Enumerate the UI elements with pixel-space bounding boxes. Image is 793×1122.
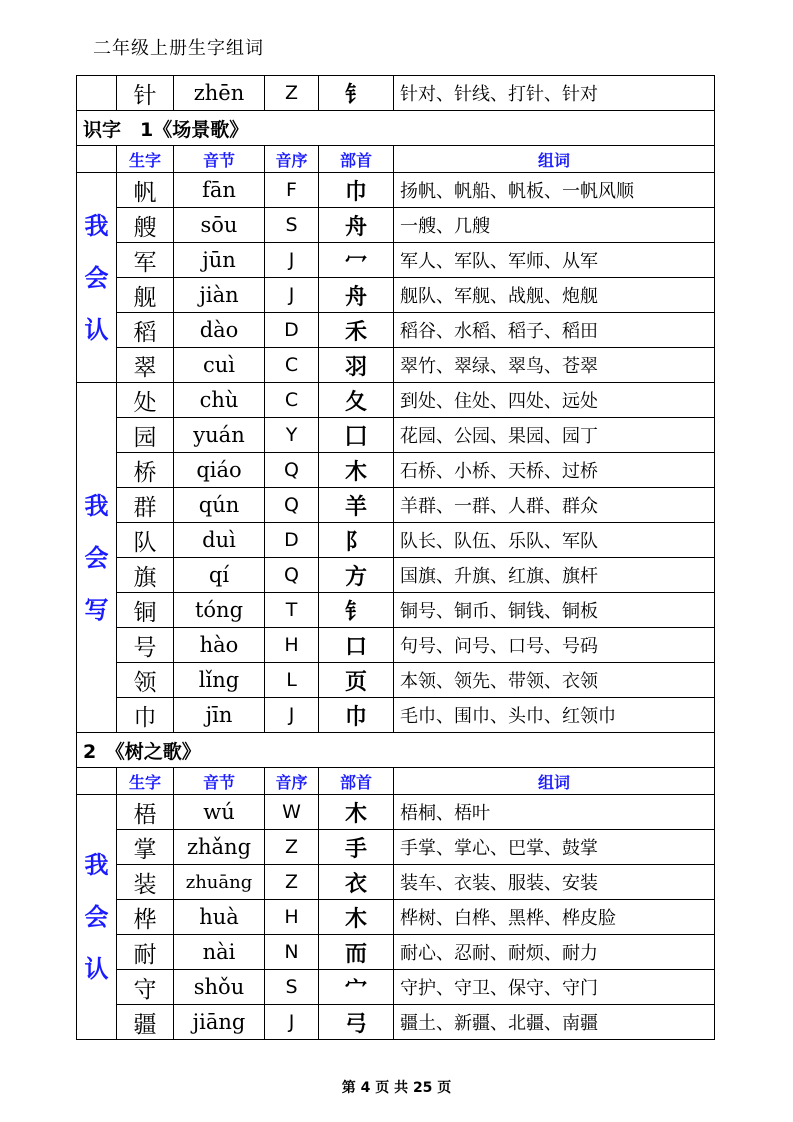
table-row bbox=[77, 453, 715, 488]
radical-cell: 衣 bbox=[319, 865, 394, 900]
letter-cell: D bbox=[265, 313, 319, 348]
table-row bbox=[77, 383, 715, 418]
radical-cell: 巾 bbox=[319, 698, 394, 733]
pinyin-cell: zhuāng bbox=[174, 865, 265, 900]
table-row bbox=[77, 418, 715, 453]
char-cell: 稻 bbox=[117, 313, 174, 348]
pinyin-cell: qiáo bbox=[174, 453, 265, 488]
letter-cell: Z bbox=[265, 865, 319, 900]
column-header-letter: 音序 bbox=[265, 146, 319, 173]
column-header-char: 生字 bbox=[117, 146, 174, 173]
words-cell: 本领、领先、带领、衣领 bbox=[394, 663, 715, 698]
char-cell: 翠 bbox=[117, 348, 174, 383]
table-row bbox=[77, 76, 715, 111]
section-title: 识字 1《场景歌》 bbox=[77, 111, 715, 146]
table-row bbox=[77, 900, 715, 935]
pinyin-cell: duì bbox=[174, 523, 265, 558]
group-label-char: 我 bbox=[84, 491, 109, 520]
table-row bbox=[77, 558, 715, 593]
table-row bbox=[77, 970, 715, 1005]
char-cell: 领 bbox=[117, 663, 174, 698]
radical-cell: 木 bbox=[319, 453, 394, 488]
char-cell: 守 bbox=[117, 970, 174, 1005]
table-row bbox=[77, 795, 715, 830]
char-cell: 梧 bbox=[117, 795, 174, 830]
group-label bbox=[77, 173, 117, 383]
letter-cell: J bbox=[265, 1005, 319, 1040]
column-header-radical: 部首 bbox=[319, 768, 394, 795]
table-row bbox=[77, 935, 715, 970]
letter-cell: Z bbox=[265, 76, 319, 111]
words-cell: 桦树、白桦、黑桦、桦皮脸 bbox=[394, 900, 715, 935]
char-cell: 针 bbox=[117, 76, 174, 111]
letter-cell: Q bbox=[265, 488, 319, 523]
table-row bbox=[77, 865, 715, 900]
letter-cell: J bbox=[265, 243, 319, 278]
section-title: 2 《树之歌》 bbox=[77, 733, 715, 768]
table-row bbox=[77, 628, 715, 663]
words-cell: 守护、守卫、保守、守门 bbox=[394, 970, 715, 1005]
table-row bbox=[77, 663, 715, 698]
table-row bbox=[77, 278, 715, 313]
pinyin-cell: chù bbox=[174, 383, 265, 418]
radical-cell: 巾 bbox=[319, 173, 394, 208]
group-label-char: 会 bbox=[84, 263, 109, 292]
char-cell: 号 bbox=[117, 628, 174, 663]
pinyin-cell: fān bbox=[174, 173, 265, 208]
radical-cell: 弓 bbox=[319, 1005, 394, 1040]
words-cell: 扬帆、帆船、帆板、一帆风顺 bbox=[394, 173, 715, 208]
table-row bbox=[77, 208, 715, 243]
char-cell: 掌 bbox=[117, 830, 174, 865]
group-label-char: 认 bbox=[84, 315, 109, 344]
radical-cell: 禾 bbox=[319, 313, 394, 348]
letter-cell: Q bbox=[265, 453, 319, 488]
char-cell: 舰 bbox=[117, 278, 174, 313]
radical-cell: 木 bbox=[319, 795, 394, 830]
letter-cell: L bbox=[265, 663, 319, 698]
letter-cell: Z bbox=[265, 830, 319, 865]
pinyin-cell: nài bbox=[174, 935, 265, 970]
group-label-char: 我 bbox=[84, 851, 109, 879]
table-row bbox=[77, 830, 715, 865]
column-header-words: 组词 bbox=[394, 146, 715, 173]
words-cell: 军人、军队、军师、从军 bbox=[394, 243, 715, 278]
radical-cell: 羊 bbox=[319, 488, 394, 523]
letter-cell: H bbox=[265, 628, 319, 663]
radical-cell: 手 bbox=[319, 830, 394, 865]
radical-cell: 宀 bbox=[319, 970, 394, 1005]
char-cell: 帆 bbox=[117, 173, 174, 208]
char-cell: 桥 bbox=[117, 453, 174, 488]
words-cell: 手掌、掌心、巴掌、鼓掌 bbox=[394, 830, 715, 865]
pinyin-cell: jūn bbox=[174, 243, 265, 278]
pinyin-cell: qún bbox=[174, 488, 265, 523]
letter-cell: H bbox=[265, 900, 319, 935]
column-header-radical: 部首 bbox=[319, 146, 394, 173]
pinyin-cell: cuì bbox=[174, 348, 265, 383]
words-cell: 句号、问号、口号、号码 bbox=[394, 628, 715, 663]
pinyin-cell: yuán bbox=[174, 418, 265, 453]
column-header-char: 生字 bbox=[117, 768, 174, 795]
pinyin-cell: tóng bbox=[174, 593, 265, 628]
table-row bbox=[77, 173, 715, 208]
table-row bbox=[77, 348, 715, 383]
char-cell: 桦 bbox=[117, 900, 174, 935]
pinyin-cell: wú bbox=[174, 795, 265, 830]
table-row bbox=[77, 488, 715, 523]
radical-cell: 钅 bbox=[319, 593, 394, 628]
column-header-row bbox=[77, 768, 715, 795]
column-header-words: 组词 bbox=[394, 768, 715, 795]
words-cell: 到处、住处、四处、远处 bbox=[394, 383, 715, 418]
letter-cell: N bbox=[265, 935, 319, 970]
radical-cell: 冖 bbox=[319, 243, 394, 278]
char-cell: 疆 bbox=[117, 1005, 174, 1040]
group-label-char: 会 bbox=[84, 543, 109, 572]
group-label-char: 会 bbox=[84, 903, 109, 931]
section-title-row bbox=[77, 111, 715, 146]
char-cell: 园 bbox=[117, 418, 174, 453]
pinyin-cell: jiāng bbox=[174, 1005, 265, 1040]
words-cell: 疆土、新疆、北疆、南疆 bbox=[394, 1005, 715, 1040]
table-row bbox=[77, 313, 715, 348]
pinyin-cell: zhēn bbox=[174, 76, 265, 111]
words-cell: 毛巾、围巾、头巾、红领巾 bbox=[394, 698, 715, 733]
char-cell: 耐 bbox=[117, 935, 174, 970]
letter-cell: S bbox=[265, 970, 319, 1005]
char-cell: 旗 bbox=[117, 558, 174, 593]
radical-cell: 木 bbox=[319, 900, 394, 935]
column-header-pinyin: 音节 bbox=[174, 146, 265, 173]
radical-cell: 钅 bbox=[319, 76, 394, 111]
char-cell: 巾 bbox=[117, 698, 174, 733]
letter-cell: F bbox=[265, 173, 319, 208]
pinyin-cell: shǒu bbox=[174, 970, 265, 1005]
char-cell: 军 bbox=[117, 243, 174, 278]
letter-cell: D bbox=[265, 523, 319, 558]
pinyin-cell: hào bbox=[174, 628, 265, 663]
group-label bbox=[77, 383, 117, 733]
radical-cell: 羽 bbox=[319, 348, 394, 383]
group-label-char: 写 bbox=[84, 595, 109, 624]
words-cell: 稻谷、水稻、稻子、稻田 bbox=[394, 313, 715, 348]
group-label-char: 我 bbox=[84, 211, 109, 240]
words-cell: 花园、公园、果园、园丁 bbox=[394, 418, 715, 453]
words-cell: 国旗、升旗、红旗、旗杆 bbox=[394, 558, 715, 593]
letter-cell: W bbox=[265, 795, 319, 830]
char-cell: 处 bbox=[117, 383, 174, 418]
pinyin-cell: qí bbox=[174, 558, 265, 593]
column-header-blank bbox=[77, 768, 117, 795]
pinyin-cell: dào bbox=[174, 313, 265, 348]
radical-cell: 方 bbox=[319, 558, 394, 593]
words-cell: 耐心、忍耐、耐烦、耐力 bbox=[394, 935, 715, 970]
letter-cell: J bbox=[265, 278, 319, 313]
words-cell: 一艘、几艘 bbox=[394, 208, 715, 243]
group-label-cell bbox=[77, 76, 117, 111]
pinyin-cell: huà bbox=[174, 900, 265, 935]
words-cell: 羊群、一群、人群、群众 bbox=[394, 488, 715, 523]
group-label bbox=[77, 795, 117, 1040]
char-cell: 队 bbox=[117, 523, 174, 558]
table-row bbox=[77, 1005, 715, 1040]
pinyin-cell: jīn bbox=[174, 698, 265, 733]
column-header-row bbox=[77, 146, 715, 173]
words-cell: 梧桐、梧叶 bbox=[394, 795, 715, 830]
section-title-row bbox=[77, 733, 715, 768]
words-cell: 队长、队伍、乐队、军队 bbox=[394, 523, 715, 558]
radical-cell: 阝 bbox=[319, 523, 394, 558]
group-label-char: 认 bbox=[84, 955, 109, 983]
table-row bbox=[77, 243, 715, 278]
pinyin-cell: sōu bbox=[174, 208, 265, 243]
letter-cell: S bbox=[265, 208, 319, 243]
table-row bbox=[77, 523, 715, 558]
vocabulary-table bbox=[76, 75, 715, 1040]
letter-cell: J bbox=[265, 698, 319, 733]
table-row bbox=[77, 698, 715, 733]
letter-cell: Q bbox=[265, 558, 319, 593]
words-cell: 石桥、小桥、天桥、过桥 bbox=[394, 453, 715, 488]
char-cell: 艘 bbox=[117, 208, 174, 243]
table-row bbox=[77, 593, 715, 628]
pinyin-cell: jiàn bbox=[174, 278, 265, 313]
letter-cell: C bbox=[265, 348, 319, 383]
char-cell: 群 bbox=[117, 488, 174, 523]
column-header-letter: 音序 bbox=[265, 768, 319, 795]
words-cell: 铜号、铜币、铜钱、铜板 bbox=[394, 593, 715, 628]
letter-cell: Y bbox=[265, 418, 319, 453]
page-header-title: 二年级上册生字组词 bbox=[93, 38, 264, 59]
page-footer: 第 4 页 共 25 页 bbox=[341, 1080, 452, 1096]
column-header-blank bbox=[77, 146, 117, 173]
words-cell: 装车、衣装、服装、安装 bbox=[394, 865, 715, 900]
pinyin-cell: lǐng bbox=[174, 663, 265, 698]
pinyin-cell: zhǎng bbox=[174, 830, 265, 865]
char-cell: 铜 bbox=[117, 593, 174, 628]
radical-cell: 舟 bbox=[319, 278, 394, 313]
column-header-pinyin: 音节 bbox=[174, 768, 265, 795]
letter-cell: C bbox=[265, 383, 319, 418]
words-cell: 翠竹、翠绿、翠鸟、苍翠 bbox=[394, 348, 715, 383]
radical-cell: 舟 bbox=[319, 208, 394, 243]
radical-cell: 页 bbox=[319, 663, 394, 698]
words-cell: 针对、针线、打针、针对 bbox=[394, 76, 715, 111]
radical-cell: 而 bbox=[319, 935, 394, 970]
radical-cell: 夂 bbox=[319, 383, 394, 418]
char-cell: 装 bbox=[117, 865, 174, 900]
radical-cell: 囗 bbox=[319, 418, 394, 453]
words-cell: 舰队、军舰、战舰、炮舰 bbox=[394, 278, 715, 313]
radical-cell: 口 bbox=[319, 628, 394, 663]
letter-cell: T bbox=[265, 593, 319, 628]
